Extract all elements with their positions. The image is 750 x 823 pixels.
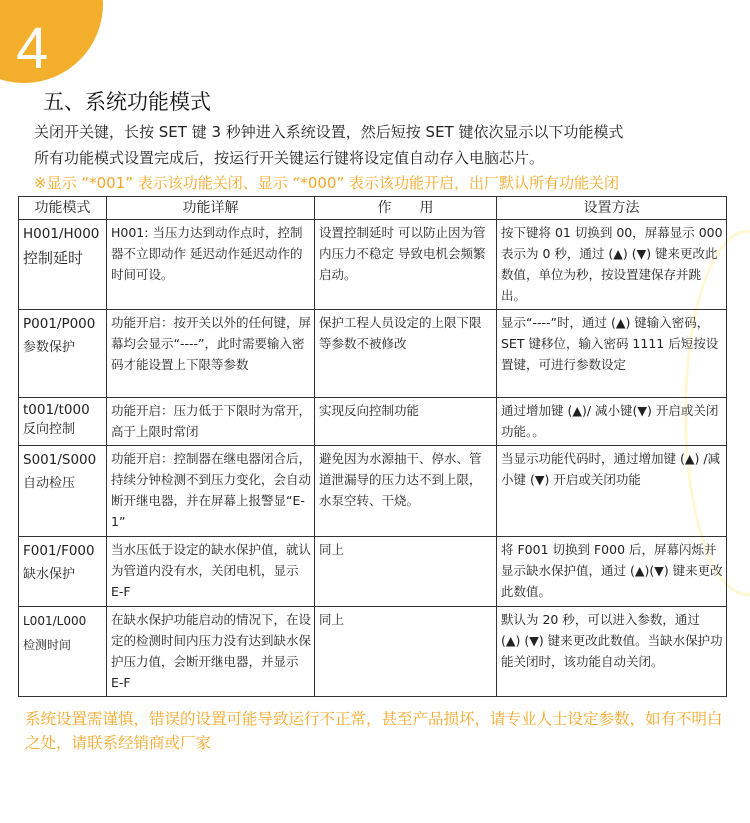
header-effect: 作 用 — [315, 197, 497, 220]
detail-cell: 功能开启：控制器在继电器闭合后，持续分钟检测不到压力变化，会自动断开继电器，并在屏幕上报警显“E-1” — [107, 446, 315, 537]
mode-code: S001/S000 — [23, 452, 97, 468]
mode-name: 检测时间 — [23, 638, 72, 652]
detail-cell: 在缺水保护功能启动的情况下，在设定的检测时间内压力没有达到缺水保护压力值，会断开继电器，并显示 E-F — [107, 607, 315, 697]
header-setting-method: 设置方法 — [497, 197, 727, 220]
section-title: 五、系统功能模式 — [43, 90, 211, 114]
caution-footer: 系统设置需谨慎，错误的设置可能导致运行不正常，甚至产品损坏，请专业人士设定参数，如有不明白之处，请联系经销商或厂家 — [25, 710, 723, 752]
header-function-detail: 功能详解 — [107, 197, 315, 220]
table-row — [19, 446, 727, 537]
mode-code: t001/t000 — [23, 402, 90, 418]
effect-cell: 同上 — [315, 607, 497, 697]
mode-name: 反向控制 — [23, 422, 76, 437]
method-cell: 当显示功能代码时，通过增加键 (▲) /减小键 (▼) 开启或关闭功能 — [497, 446, 727, 537]
mode-name: 参数保护 — [23, 340, 76, 355]
detail-cell: 当水压低于设定的缺水保护值，就认为管道内没有水，关闭电机，显示 E-F — [107, 537, 315, 607]
function-mode-table — [18, 196, 727, 697]
mode-code: F001/F000 — [23, 543, 95, 559]
table-row — [19, 537, 727, 607]
effect-cell: 保护工程人员设定的上限下限等参数不被修改 — [315, 310, 497, 398]
mode-code: P001/P000 — [23, 316, 96, 332]
mode-name: 自动检压 — [23, 476, 76, 491]
effect-cell: 实现反向控制功能 — [315, 398, 497, 446]
effect-cell: 设置控制延时 可以防止因为管内压力不稳定 导致电机会频繁启动。 — [315, 220, 497, 310]
table-row — [19, 310, 727, 398]
intro-line-1: 关闭开关键，长按 SET 键 3 秒钟进入系统设置，然后短按 SET 键依次显示以下功能模式 — [34, 123, 624, 141]
mode-name: 控制延时 — [23, 249, 84, 267]
method-cell: 将 F001 切换到 F000 后，屏幕闪烁并显示缺水保护值，通过 (▲)(▼) 键来更改此数值。 — [497, 537, 727, 607]
section-number-badge — [0, 0, 103, 83]
method-cell: 默认为 20 秒，可以进入参数，通过 (▲) (▼) 键来更改此数值。当缺水保护功能关闭时，该功能自动关闭。 — [497, 607, 727, 697]
mode-cell — [19, 446, 107, 537]
mode-name: 缺水保护 — [23, 567, 76, 582]
table-header-row — [19, 197, 727, 220]
table-row — [19, 398, 727, 446]
mode-cell — [19, 607, 107, 697]
effect-cell: 同上 — [315, 537, 497, 607]
detail-cell: 功能开启：按开关以外的任何键，屏幕均会显示“----”，此时需要输入密码才能设置上下限等参数 — [107, 310, 315, 398]
method-cell: 按下键将 01 切换到 00，屏幕显示 000 表示为 0 秒，通过 (▲) (▼) 键来更改此数值，单位为秒，按设置建保存并跳出。 — [497, 220, 727, 310]
mode-code: H001/H000 — [23, 226, 100, 242]
effect-cell: 避免因为水源抽干、停水、管道泄漏导的压力达不到上限，水泵空转、干烧。 — [315, 446, 497, 537]
method-cell: 显示“----”时，通过 (▲) 键输入密码，SET 键移位，输入密码 1111 后短按设置键，可进行参数设定 — [497, 310, 727, 398]
mode-cell — [19, 310, 107, 398]
mode-cell — [19, 398, 107, 446]
mode-cell — [19, 537, 107, 607]
mode-cell — [19, 220, 107, 310]
table-row — [19, 220, 727, 310]
table-row — [19, 607, 727, 697]
header-function-mode: 功能模式 — [19, 197, 107, 220]
section-number: 4 — [16, 16, 49, 81]
detail-cell: 功能开启：压力低于下限时为常开，高于上限时常闭 — [107, 398, 315, 446]
detail-cell: H001: 当压力达到动作点时，控制器不立即动作 延迟动作延迟动作的时间可设。 — [107, 220, 315, 310]
mode-code: L001/L000 — [23, 614, 87, 628]
intro-line-2: 所有功能模式设置完成后，按运行开关键运行键将设定值自动存入电脑芯片。 — [34, 149, 545, 167]
method-cell: 通过增加键 (▲)/ 减小键(▼) 开启或关闭功能。。 — [497, 398, 727, 446]
default-setting-note: ※显示 “*001” 表示该功能关闭、显示 “*000” 表示该功能开启，出厂默认所有功能关闭 — [34, 174, 619, 192]
